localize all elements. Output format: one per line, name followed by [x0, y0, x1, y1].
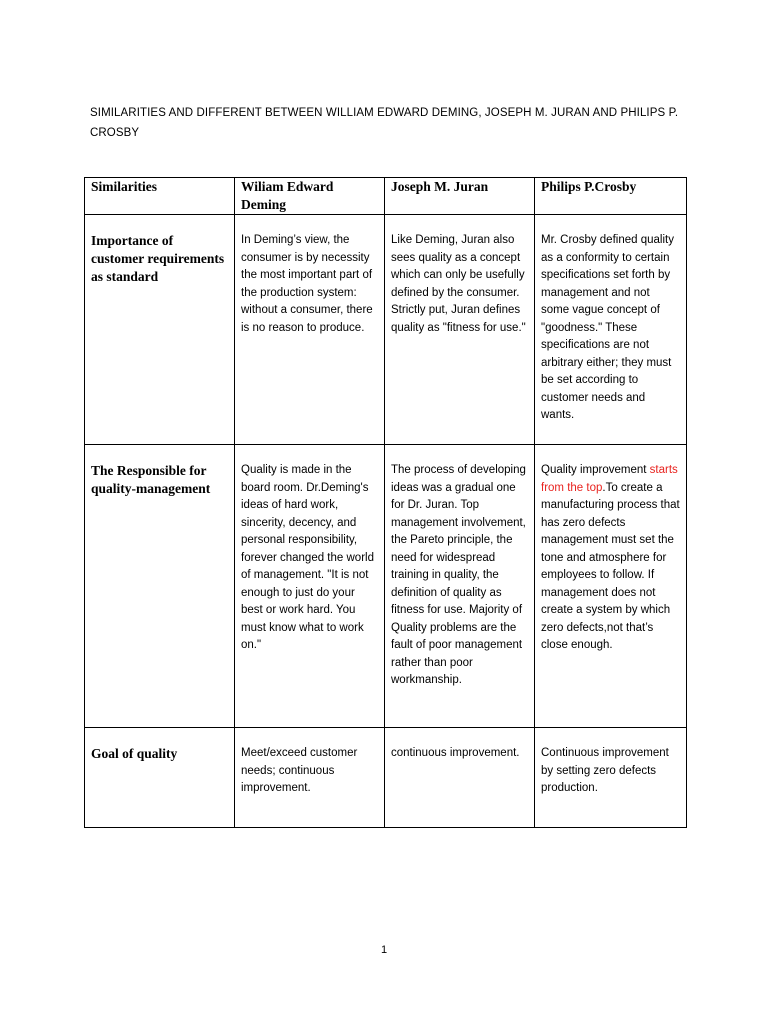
cell-crosby — [535, 445, 687, 728]
header-juran: Joseph M. Juran — [385, 178, 535, 215]
crosby-text-prefix: Quality improvement — [541, 464, 650, 476]
table-row — [85, 445, 687, 728]
cell-juran: The process of developing ideas was a gradual one for Dr. Juran. Top management involvement, the Pareto principle, the need for widespread training in quality, the definition of quality as fitness for use. Majority of Quality problems are the fault of poor management rather than poor workmanship. — [385, 445, 535, 728]
page-number: 1 — [380, 944, 388, 956]
cell-deming: Meet/exceed customer needs; continuous improvement. — [235, 728, 385, 828]
cell-juran: continuous improvement. — [385, 728, 535, 828]
page-title: SIMILARITIES AND DIFFERENT BETWEEN WILLIAM EDWARD DEMING, JOSEPH M. JURAN AND PHILIPS P. CROSBY — [90, 107, 679, 139]
highlighted-text: starts from the top — [541, 464, 678, 494]
crosby-text-suffix: .To create a manufacturing process that has zero defects management must set the tone and atmosphere for employees to follow. If management does not create a system by which zero defects,not that’s close enough. — [541, 481, 680, 651]
cell-crosby: Mr. Crosby defined quality as a conformity to certain specifications set forth by management and not some vague concept of "goodness." These specifications are not arbitrary either; they must be set according to customer needs and wants. — [535, 215, 687, 445]
cell-deming: In Deming’s view, the consumer is by necessity the most important part of the production system: without a consumer, there is no reason to produce. — [235, 215, 385, 445]
header-similarities: Similarities — [85, 178, 235, 215]
row-label-goal: Goal of quality — [85, 728, 235, 828]
table-row — [85, 215, 687, 445]
cell-crosby: Continuous improvement by setting zero defects production. — [535, 728, 687, 828]
table-header-row — [85, 178, 687, 215]
header-crosby: Philips P.Crosby — [535, 178, 687, 215]
header-deming: Wiliam Edward Deming — [235, 178, 385, 215]
comparison-table — [84, 177, 687, 828]
table-row — [85, 728, 687, 828]
cell-juran: Like Deming, Juran also sees quality as a concept which can only be usefully defined by the consumer. Strictly put, Juran defines quality as "fitness for use." — [385, 215, 535, 445]
cell-deming: Quality is made in the board room. Dr.Deming's ideas of hard work, sincerity, decency, and personal responsibility, forever changed the world of management. "It is not enough to just do your best or work hard. You must know what to work on." — [235, 445, 385, 728]
row-label-customer-requirements: Importance of customer requirements as standard — [85, 215, 235, 445]
row-label-responsible: The Responsible for quality-management — [85, 445, 235, 728]
